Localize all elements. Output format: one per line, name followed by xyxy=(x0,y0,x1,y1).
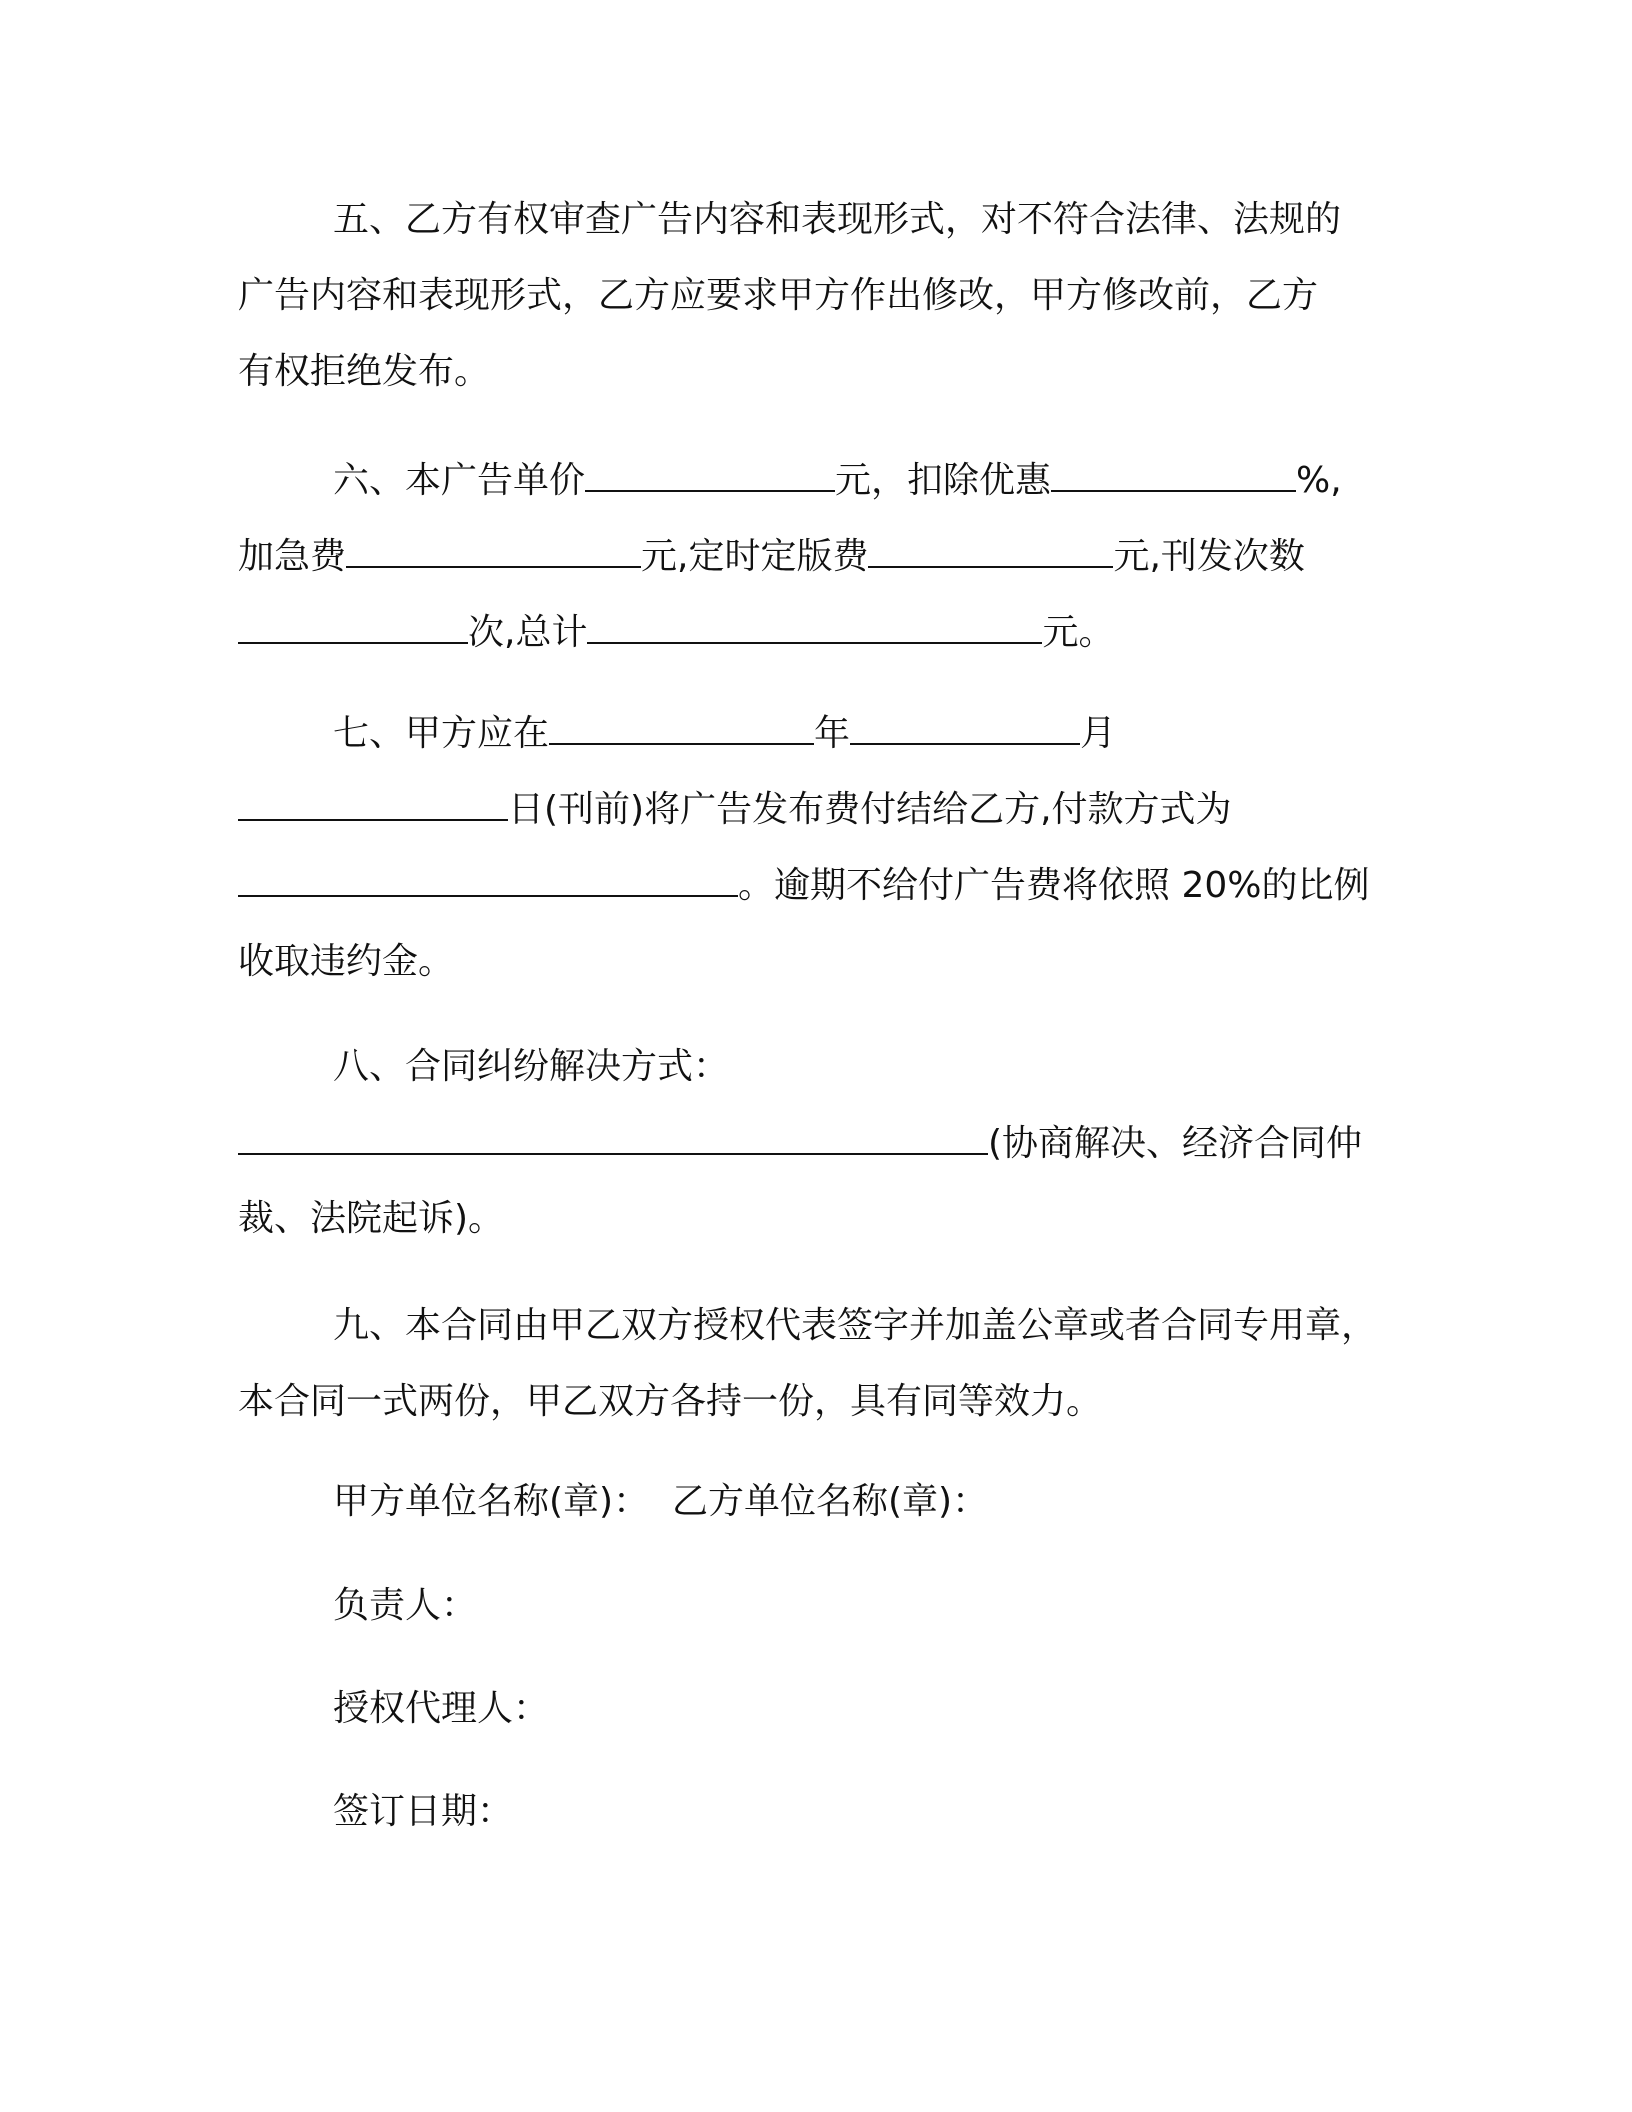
clause8-text-b: (协商解决、经济合同仲 xyxy=(988,1123,1363,1164)
fixed-placement-fee-blank[interactable] xyxy=(868,536,1113,568)
clause9-text-2: 本合同一式两份，甲乙双方各持一份，具有同等效力。 xyxy=(238,1381,1103,1422)
clause7-line1 xyxy=(333,710,1116,758)
clause6-text-c: %, xyxy=(1296,460,1342,501)
clause7-text-c: 月 xyxy=(1080,713,1117,754)
clause6-text-h: 元。 xyxy=(1042,612,1115,653)
clause6-text-e: 元,定时定版费 xyxy=(641,536,869,577)
date-label: 签订日期： xyxy=(333,1791,514,1832)
clause6-text-b: 元，扣除优惠 xyxy=(835,460,1052,501)
clause8-text-c: 裁、法院起诉)。 xyxy=(238,1198,505,1239)
payment-method-blank[interactable] xyxy=(238,865,738,897)
clause5-line1 xyxy=(333,196,1341,244)
clause6-line3 xyxy=(238,609,1114,657)
clause7-text-e: 。逾期不给付广告费将依照 20%的比例 xyxy=(738,865,1370,906)
clause9-text-1: 九、本合同由甲乙双方授权代表签字并加盖公章或者合同专用章， xyxy=(333,1305,1378,1346)
clause7-line2 xyxy=(238,786,1232,834)
clause7-line4 xyxy=(238,938,454,986)
clause6-text-f: 元,刊发次数 xyxy=(1113,536,1305,577)
signature-date xyxy=(333,1788,513,1836)
clause7-text-b: 年 xyxy=(814,713,851,754)
clause8-line2 xyxy=(238,1120,1362,1168)
clause6-line2 xyxy=(238,533,1305,581)
clause9-line2 xyxy=(238,1378,1102,1426)
times-blank[interactable] xyxy=(238,612,468,644)
signature-agent xyxy=(333,1685,549,1733)
clause7-text-d: 日(刊前)将广告发布费付结给乙方,付款方式为 xyxy=(508,789,1232,830)
year-blank[interactable] xyxy=(549,713,814,745)
clause7-line3 xyxy=(238,862,1369,910)
clause5-text-3: 有权拒绝发布。 xyxy=(238,351,491,392)
clause6-text-g: 次,总计 xyxy=(468,612,588,653)
rush-fee-blank[interactable] xyxy=(346,536,641,568)
clause5-text-1: 五、乙方有权审查广告内容和表现形式，对不符合法律、法规的 xyxy=(333,199,1342,240)
signature-party-names xyxy=(333,1478,988,1526)
agent-label: 授权代理人： xyxy=(333,1688,550,1729)
clause5-line2 xyxy=(238,272,1318,320)
responsible-label: 负责人： xyxy=(333,1585,478,1626)
clause7-text-a: 七、甲方应在 xyxy=(333,713,550,754)
clause6-text-d: 加急费 xyxy=(238,536,347,577)
clause8-text-a: 八、合同纠纷解决方式： xyxy=(333,1046,730,1087)
discount-blank[interactable] xyxy=(1051,460,1296,492)
clause5-line3 xyxy=(238,348,490,396)
clause6-line1 xyxy=(333,457,1342,505)
clause9-line1 xyxy=(333,1302,1377,1350)
clause6-text-a: 六、本广告单价 xyxy=(333,460,586,501)
clause8-line3 xyxy=(238,1195,504,1243)
day-blank[interactable] xyxy=(238,789,508,821)
month-blank[interactable] xyxy=(850,713,1080,745)
party-names-text: 甲方单位名称(章)： 乙方单位名称(章)： xyxy=(333,1481,989,1522)
clause5-text-2: 广告内容和表现形式，乙方应要求甲方作出修改，甲方修改前，乙方 xyxy=(238,275,1319,316)
dispute-resolution-blank[interactable] xyxy=(238,1123,988,1155)
clause8-line1 xyxy=(333,1043,729,1091)
signature-responsible xyxy=(333,1582,477,1630)
clause7-text-f: 收取违约金。 xyxy=(238,941,455,982)
unit-price-blank[interactable] xyxy=(585,460,835,492)
total-blank[interactable] xyxy=(587,612,1042,644)
